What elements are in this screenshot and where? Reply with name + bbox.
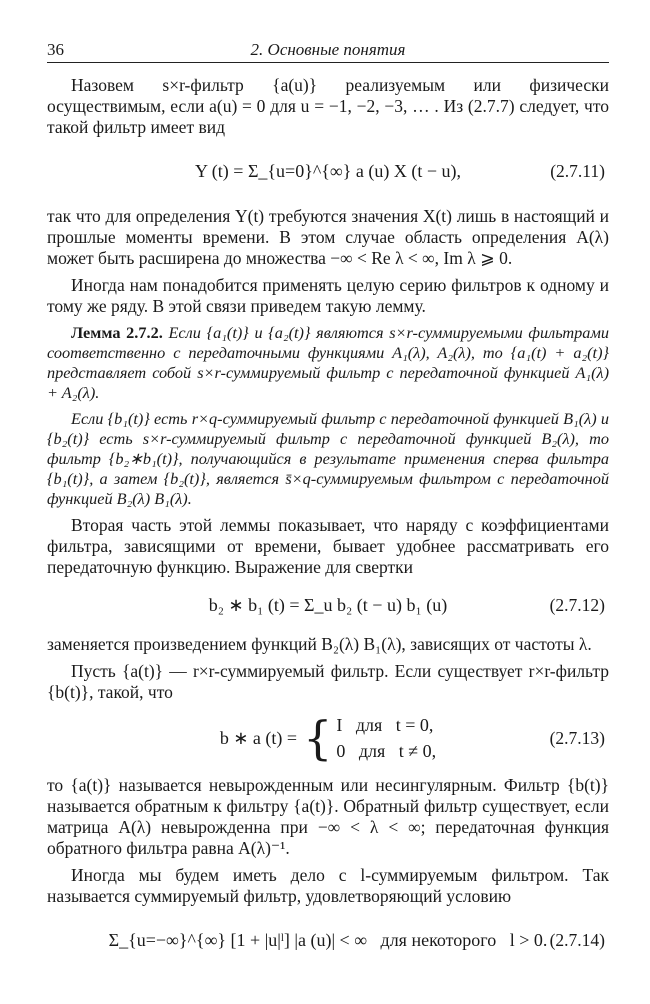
formula-2-7-12-number: (2.7.12)	[549, 594, 605, 615]
lemma-part-2-text: Если {b₁(t)} есть r×q-суммируемый фильтр с передаточной функцией B₁(λ) и {b₂(t)} есть s×r-суммируемый фильтр с передаточной функцией B₂(λ), то фильтр {b₂∗b₁(t)}, получающийся в результате применения сперва фильтра {b₁(t)}, а затем {b₂(t)}, является s̄×q-суммируемым фильтром с передаточной функцией B₂(λ) B₁(λ).	[47, 409, 609, 508]
page-body	[47, 75, 609, 975]
formula-2-7-14-text: Σ_{u=−∞}^{∞} [1 + |u|ˡ] |a (u)| < ∞ для некоторого l > 0.	[108, 929, 548, 950]
paragraph-series-filters: Иногда нам понадобится применять целую серию фильтров к одному и тому же ряду. В этой связи приведем такую лемму.	[47, 275, 609, 316]
formula-2-7-13-number: (2.7.13)	[549, 727, 605, 748]
paragraph-realizable-filter: Назовем s×r-фильтр {a(u)} реализуемым или физически осуществимым, если a(u) = 0 для u = −1, −2, −3, … . Из (2.7.7) следует, что такой фильтр имеет вид	[47, 75, 609, 137]
formula-2-7-11	[47, 146, 609, 196]
brace-symbol: {	[303, 711, 333, 765]
paragraph-nondegenerate: то {a(t)} называется невырожденным или несингулярным. Фильтр {b(t)} называется обратным к фильтру {a(t)}. Обратный фильтр существует, если матрица A(λ) невырожденна при −∞ < λ < ∞; передаточная функция обратного фильтра равна A(λ)⁻¹.	[47, 775, 609, 858]
page-header	[47, 38, 609, 63]
formula-2-7-13-cases	[336, 712, 436, 764]
paragraph-convolution-intro: Вторая часть этой леммы показывает, что наряду с коэффициентами фильтра, зависящими от времени, бывает удобнее рассматривать его передаточную функцию. Выражение для свертки	[47, 515, 609, 577]
formula-2-7-12	[47, 586, 609, 624]
formula-2-7-11-text: Y (t) = Σ_{u=0}^{∞} a (u) X (t − u),	[194, 160, 462, 181]
formula-2-7-12-text: b₂ ∗ b₁ (t) = Σ_u b₂ (t − u) b₁ (u)	[208, 594, 448, 615]
lemma-part-1	[47, 323, 609, 403]
paragraph-product-replacement: заменяется произведением функций B₂(λ) B₁(λ), зависящих от частоты λ.	[47, 634, 592, 654]
formula-2-7-14-number: (2.7.14)	[549, 929, 605, 950]
page-number: 36	[47, 40, 64, 59]
chapter-title: 2. Основные понятия	[250, 40, 406, 59]
lemma-part-1-text: Если {a₁(t)} и {a₂(t)} являются s×r-суммируемыми фильтрами соответственно с передаточными функциями A₁(λ), A₂(λ), то {a₁(t) + a₂(t)} представляет собой s×r-суммируемый фильтр с передаточной функцией A₁(λ) + A₂(λ).	[47, 323, 609, 402]
lemma-title: Лемма 2.7.2.	[71, 323, 163, 342]
paragraph-domain-extension: так что для определения Y(t) требуются значения X(t) лишь в настоящий и прошлые моменты времени. В этом случае область определения A(λ) может быть расширена до множества −∞ < Re λ < ∞, Im λ ⩾ 0.	[47, 206, 609, 268]
formula-2-7-11-number: (2.7.11)	[550, 160, 605, 181]
paragraph-inverse-intro: Пусть {a(t)} — r×r-суммируемый фильтр. Если существует r×r-фильтр {b(t)}, такой, что	[47, 661, 609, 702]
formula-2-7-13	[47, 711, 609, 765]
lemma-part-2	[47, 409, 609, 509]
formula-2-7-14	[47, 915, 609, 965]
formula-2-7-13-case-1: I для t = 0,	[336, 715, 434, 735]
paragraph-l-summable: Иногда мы будем иметь дело с l-суммируемым фильтром. Так называется суммируемый фильтр, удовлетворяющий условию	[47, 865, 609, 906]
formula-2-7-13-case-2: 0 для t ≠ 0,	[336, 741, 437, 761]
formula-2-7-13-lhs: b ∗ a (t) =	[219, 727, 298, 748]
